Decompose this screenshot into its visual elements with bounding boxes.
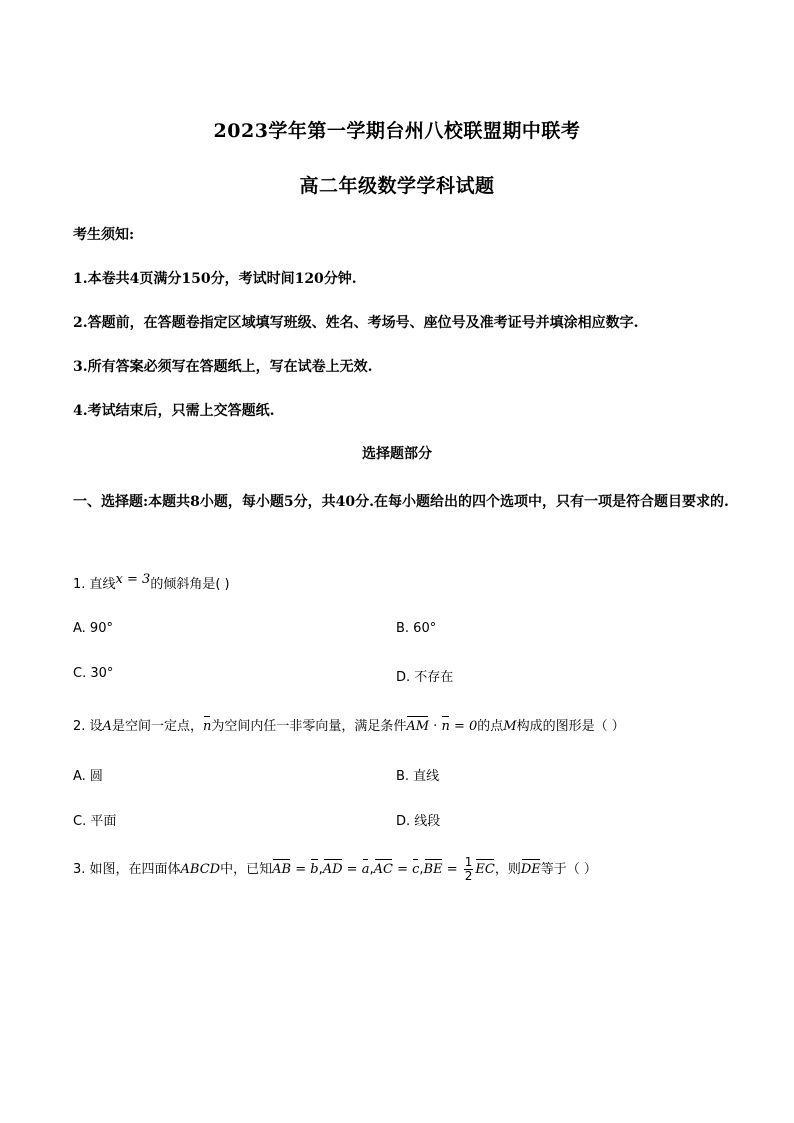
equals-1: = [291,862,311,877]
question-1-math: x = 3 [115,572,151,587]
dot-operator: · [429,719,442,734]
question-3: 3. 如图，在四面体ABCD中，已知AB = b,AD = a,AC = c,BE = $\frac{1}{2}$ EC，则DE等于（ ） [73,855,597,883]
vector-n: n [202,719,212,734]
vector-b: b [310,862,319,877]
vector-am: AM [406,719,430,734]
question-2-text1: 是空间一定点， [111,719,203,734]
question-1-option-d: D. 不存在 [396,670,454,685]
section-title: 选择题部分 [362,446,432,462]
vector-de: DE [520,862,541,877]
question-2-option-d: D. 线段 [396,814,441,829]
notice-heading: 考生须知: [73,227,135,243]
question-2-text2: 为空间内任一非零向量，满足条件 [211,719,407,734]
question-1-option-a: A. 90° [73,621,113,636]
vector-ac: AC [373,862,393,877]
question-2-prefix: 2. 设 [73,719,103,734]
equals-3: = [392,862,413,877]
question-1-option-b: B. 60° [396,621,437,636]
part-heading: 一、选择题:本题共8小题，每小题5分，共40分.在每小题给出的四个选项中，只有一项是符合题目要求的. [73,494,729,510]
question-2-option-a: A. 圆 [73,769,103,784]
vector-ad: AD [322,862,343,877]
question-2 [73,715,625,734]
point-m: M [503,719,517,734]
equals-2: = [342,862,362,877]
question-2-option-b: B. 直线 [396,769,440,784]
point-a: A [102,719,112,734]
question-1-option-c: C. 30° [73,666,114,681]
question-3-text2: ，则 [494,862,521,877]
question-1-suffix: 的倾斜角是( ) [150,577,230,592]
equals-zero: = 0 [449,719,478,734]
vector-n-2: n [441,719,450,734]
question-2-option-c: C. 平面 [73,814,117,829]
vector-be: BE [423,862,443,877]
exam-subtitle: 高二年级数学学科试题 [299,175,495,197]
vector-ec: EC [475,862,495,877]
notice-item-4: 4.考试结束后，只需上交答题纸. [73,403,275,419]
notice-item-3: 3.所有答案必须写在答题纸上，写在试卷上无效. [73,359,373,375]
tetrahedron-name: ABCD [180,862,221,877]
question-3-text3: 等于（ ） [540,862,597,877]
notice-item-2: 2.答题前，在答题卷指定区域填写班级、姓名、考场号、座位号及准考证号并填涂相应数字. [73,315,639,331]
equals-4: = [442,862,462,877]
vector-c: c [412,862,420,877]
exam-title: 2023学年第一学期台州八校联盟期中联考 [213,120,581,142]
question-3-text1: 中，已知 [220,862,273,877]
vector-a: a [361,862,370,877]
vector-ab: AB [272,862,292,877]
question-3-prefix: 3. 如图，在四面体 [73,862,181,877]
notice-item-1: 1.本卷共4页满分150分，考试时间120分钟. [73,271,357,287]
fraction-one-half: $\frac{1}{2}$ [464,855,473,883]
question-1-prefix: 1. 直线 [73,577,116,592]
question-2-text3: 的点 [477,719,504,734]
question-1 [73,573,230,592]
question-2-text4: 构成的图形是（ ） [516,719,625,734]
